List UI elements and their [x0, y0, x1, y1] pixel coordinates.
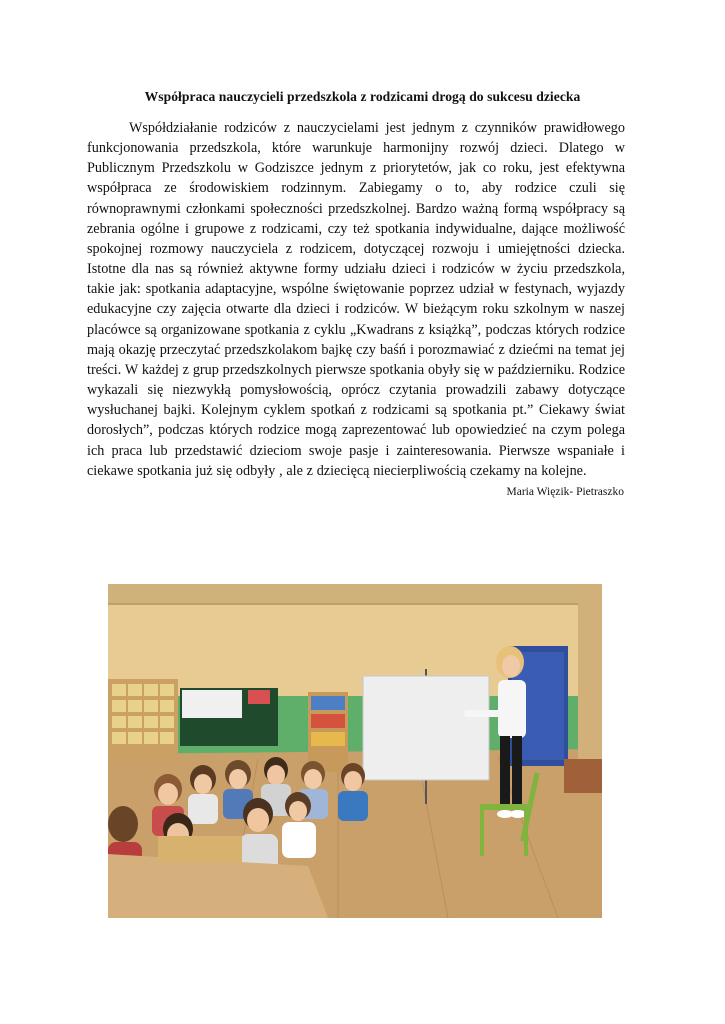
document-title: Współpraca nauczycieli przedszkola z rodzicami drogą do sukcesu dziecka	[144, 89, 581, 104]
author-signature: Maria Więzik- Pietraszko	[506, 486, 624, 498]
body-paragraph: Współdziałanie rodziców z nauczycielami jest jednym z czynników prawidłowego funkcjonowania przedszkola, które warunkuje harmonijny rozwój dzieci. Dlatego w Publicznym Przedszkolu w Godziszce jednym z priorytetów, jak co roku, jest efektywna współpraca ze środowiskiem rodzinnym. Zabiegamy o to, aby rodzice czuli się równoprawnymi członkami społeczności przedszkolnej. Bardzo ważną formą współpracy są zebrania ogólne i grupowe z rodzicami, czy też spotkania indywidualne, dające możliwość spokojnej rozmowy nauczyciela z rodzicem, dotyczącej rozwoju i umiejętności dziecka. Istotne dla nas są również aktywne formy udziału dzieci i rodziców w życiu przedszkola, takie jak: spotkania adaptacyjne, wspólne świętowanie poprzez udział w festynach, wyjazdy edukacyjne czy zajęcia otwarte dla dzieci i rodziców. W bieżącym roku szkolnym w naszej placówce są organizowane spotkania z cyklu „Kwadrans z książką”, podczas których rodzice mają okazję przeczytać przedszkolakom bajkę czy baśń i porozmawiać z dziećmi na temat jej treści. W każdej z grup przedszkolnych pierwsze spotkania obyły się w październiku. Rodzice wykazali się niezwykłą pomysłowością, oprócz czytania prowadzili zabawy dotyczące wysłuchanej bajki. Kolejnym cyklem spotkań z rodzicami są spotkania pt.” Ciekawy świat dorosłych”, podczas których rodzice mogą zaprezentować lub opowiedzieć na czym polega ich praca lub przedstawić dzieciom swoje pasje i zainteresowania. Pierwsze wspaniałe i ciekawe spotkania już się odbyły , ale z dziecięcą niecierpliwością czekamy na kolejne.	[87, 120, 625, 479]
photo-projection-screen	[363, 676, 489, 780]
classroom-photo	[108, 584, 602, 918]
